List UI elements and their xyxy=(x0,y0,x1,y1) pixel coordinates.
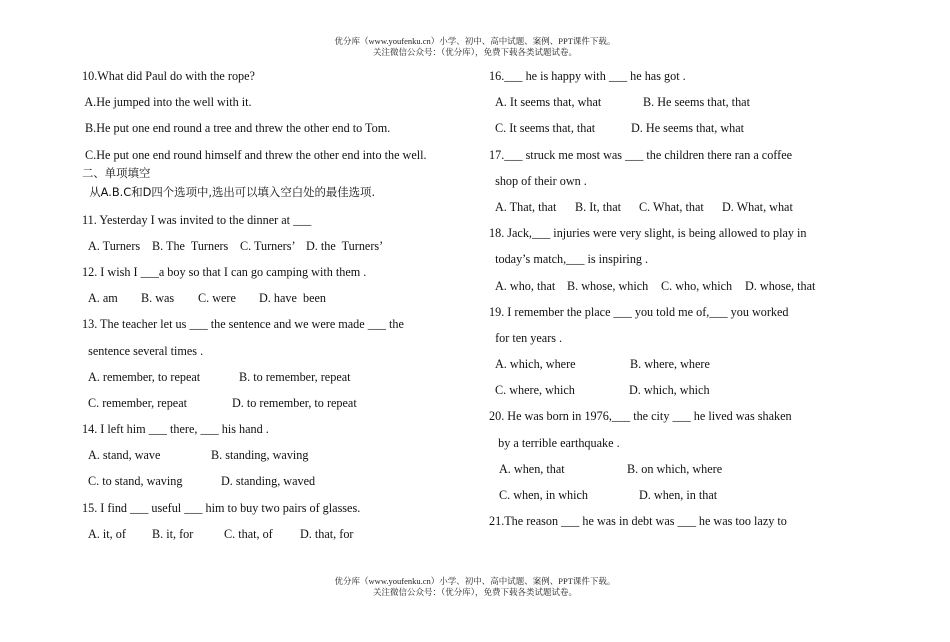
question-17-stem: 17.___ struck me most was ___ the children there ran a coffee xyxy=(489,147,793,162)
question-15-options xyxy=(82,524,462,550)
option-d: D. What, what xyxy=(722,199,793,214)
option-a: A. it, of xyxy=(88,526,126,541)
question-16-options-ab xyxy=(489,92,839,118)
option-b: B. to remember, repeat xyxy=(239,369,351,384)
option-b: B. The Turners xyxy=(152,238,229,253)
question-20-options-ab xyxy=(489,459,839,485)
question-19-options-cd xyxy=(489,380,839,406)
question-21-stem: 21.The reason ___ he was in debt was ___ he was too lazy to xyxy=(489,514,787,529)
question-10-option-b: B.He put one end round a tree and threw the other end to Tom. xyxy=(82,121,391,136)
question-17-stem-cont: shop of their own . xyxy=(489,173,587,188)
section-title: 二、单项填空 xyxy=(82,165,151,180)
question-16-stem: 16.___ he is happy with ___ he has got . xyxy=(489,69,686,83)
option-c: C. where, which xyxy=(495,383,575,398)
question-10-option-a: A.He jumped into the well with it. xyxy=(82,95,252,110)
option-b: B. He seems that, that xyxy=(643,95,750,110)
option-a: A. It seems that, what xyxy=(495,95,602,110)
question-19-stem: 19. I remember the place ___ you told me of,___ you worked xyxy=(489,304,789,319)
option-c: C. What, that xyxy=(639,199,704,214)
option-b: B. It, that xyxy=(575,199,622,214)
option-c: C. to stand, waving xyxy=(88,474,183,489)
question-20-stem: 20. He was born in 1976,___ the city ___ he lived was shaken xyxy=(489,409,792,424)
question-10-option-c: C.He put one end round himself and threw the other end into the well. xyxy=(82,147,427,162)
option-a: A. which, where xyxy=(495,357,576,372)
option-d: D. whose, that xyxy=(745,278,816,293)
footer-line-2: 关注微信公众号：（优分库），免费下载各类试题试卷。 xyxy=(372,587,577,597)
question-18-stem: 18. Jack,___ injuries were very slight, is being allowed to play in xyxy=(489,226,807,241)
option-c: C. Turners’ xyxy=(240,238,296,253)
option-d: D. have been xyxy=(259,291,327,306)
question-19-options-ab xyxy=(489,354,839,380)
option-d: D. to remember, to repeat xyxy=(232,395,357,410)
question-13-options-ab xyxy=(82,367,462,393)
question-14-options-cd xyxy=(82,471,462,497)
option-c: C. It seems that, that xyxy=(495,121,596,136)
question-19-stem-cont: for ten years . xyxy=(489,330,563,345)
option-c: C. remember, repeat xyxy=(88,395,187,410)
question-17-options xyxy=(489,197,839,223)
question-13-stem: 13. The teacher let us ___ the sentence and we were made ___ the xyxy=(82,317,404,332)
option-b: B. where, where xyxy=(630,357,710,372)
question-18-stem-cont: today’s match,___ is inspiring . xyxy=(489,252,649,267)
question-13-options-cd xyxy=(82,393,462,419)
option-d: D. the Turners’ xyxy=(306,238,384,253)
right-column xyxy=(489,66,839,537)
option-a: A. That, that xyxy=(495,199,557,214)
option-d: D. that, for xyxy=(300,526,354,541)
left-column xyxy=(82,66,462,550)
option-c: C. when, in which xyxy=(499,488,589,502)
option-a: A. am xyxy=(88,291,118,306)
page-footer xyxy=(0,576,950,598)
question-12-stem: 12. I wish I ___a boy so that I can go camping with them . xyxy=(82,264,367,279)
question-18-options xyxy=(489,276,839,302)
question-20-stem-cont: by a terrible earthquake . xyxy=(489,435,620,450)
header-line-1: 优分库（www.youfenku.cn）小学、初中、高中试题、案例、PPT课件下载。 xyxy=(334,36,616,46)
option-b: B. whose, which xyxy=(567,278,649,293)
option-d: D. He seems that, what xyxy=(631,121,745,136)
option-b: B. standing, waving xyxy=(211,448,309,463)
option-a: A. stand, wave xyxy=(88,448,161,463)
option-a: A. remember, to repeat xyxy=(88,369,201,384)
header-line-2: 关注微信公众号：（优分库），免费下载各类试题试卷。 xyxy=(372,47,577,57)
option-a: A. when, that xyxy=(499,461,565,476)
question-13-stem-cont: sentence several times . xyxy=(82,343,204,358)
option-c: C. were xyxy=(198,291,236,306)
option-a: A. Turners xyxy=(88,238,141,253)
option-c: C. who, which xyxy=(661,278,733,293)
question-12-options xyxy=(82,288,462,314)
page-header xyxy=(0,36,950,58)
option-b: B. it, for xyxy=(152,526,194,541)
question-10-stem: 10.What did Paul do with the rope? xyxy=(82,69,255,83)
question-15-stem: 15. I find ___ useful ___ him to buy two pairs of glasses. xyxy=(82,500,361,515)
question-11-options xyxy=(82,236,462,262)
option-c: C. that, of xyxy=(224,526,273,541)
option-d: D. which, which xyxy=(629,383,710,398)
question-11-stem: 11. Yesterday I was invited to the dinner at ___ xyxy=(82,212,312,227)
option-a: A. who, that xyxy=(495,278,556,293)
option-d: D. when, in that xyxy=(639,488,718,502)
question-14-stem: 14. I left him ___ there, ___ his hand . xyxy=(82,422,269,437)
footer-line-1: 优分库（www.youfenku.cn）小学、初中、高中试题、案例、PPT课件下载。 xyxy=(334,576,616,586)
question-14-options-ab xyxy=(82,445,462,471)
option-b: B. on which, where xyxy=(627,461,723,476)
question-16-options-cd xyxy=(489,118,839,144)
option-b: B. was xyxy=(141,291,175,306)
section-instructions: 从A.B.C和D四个选项中,选出可以填入空白处的最佳选项. xyxy=(82,184,376,199)
question-20-options-cd xyxy=(489,485,839,511)
option-d: D. standing, waved xyxy=(221,474,316,489)
